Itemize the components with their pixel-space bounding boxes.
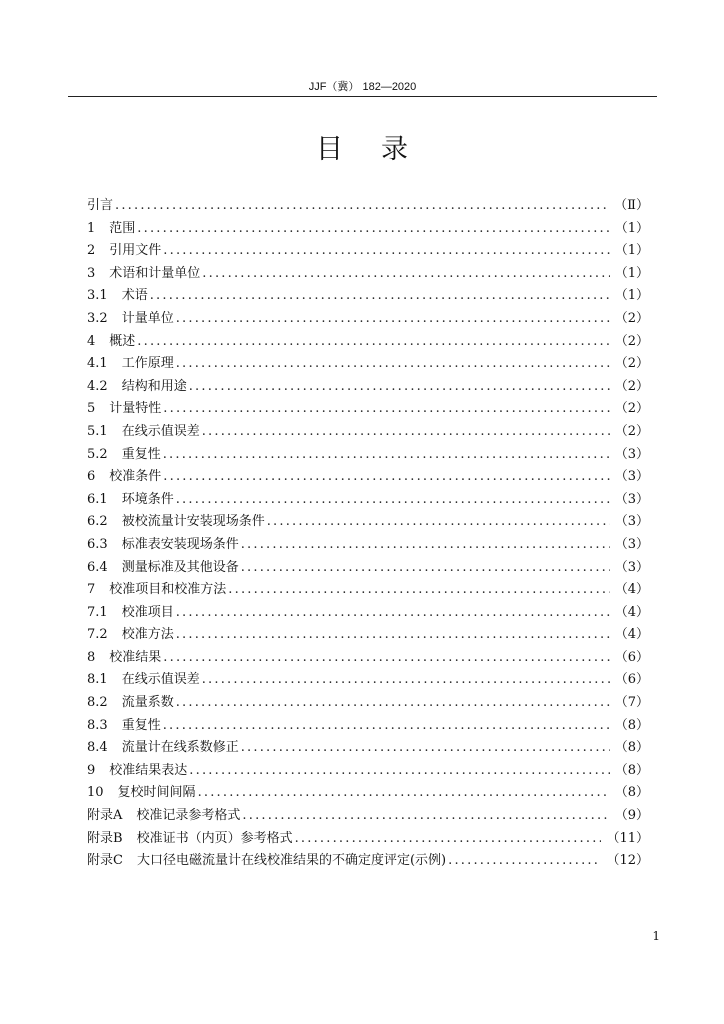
toc-entry-title: 术语和计量单位 [109,265,201,281]
toc-entry[interactable] [87,850,649,873]
toc-entry-number: 3.2 [87,310,108,326]
toc-entry-page: （1） [614,265,649,281]
toc-entry-title: 计量单位 [121,310,174,326]
toc-entry-page: （4） [614,627,649,643]
toc-entry-page: （1） [614,288,649,304]
toc-entry-title: 术语 [121,288,148,304]
toc-entry-title: 环境条件 [121,491,174,507]
toc-entry-page: （1） [614,243,649,259]
toc-entry[interactable] [87,669,649,692]
toc-dot-leader [176,602,610,625]
toc-entry-title: 流量系数 [121,695,174,711]
toc-entry[interactable] [87,218,649,241]
toc-dot-leader [150,285,610,308]
toc-entry[interactable] [87,466,649,489]
toc-entry-number: 附录B [87,830,123,846]
toc-entry[interactable] [87,737,649,760]
toc-entry-page: （8） [614,740,649,756]
toc-dot-leader [241,737,610,760]
toc-entry[interactable] [87,331,649,354]
toc-entry-number: 8.4 [87,740,108,756]
toc-entry-number: 附录C [87,853,123,869]
toc-entry-number: 6.2 [87,514,108,530]
toc-entry-page: （Ⅱ） [614,198,649,213]
toc-entry-page: （8） [614,717,649,733]
toc-entry-page: （2） [614,401,649,417]
toc-entry-page: （11） [606,830,649,846]
toc-entry-number: 8.3 [87,717,108,733]
toc-entry-title: 大口径电磁流量计在线校准结果的不确定度评定(示例) [136,853,447,869]
toc-dot-leader [176,692,610,715]
toc-entry-number: 9 [87,762,96,778]
toc-entry-number: 6 [87,469,96,485]
toc-entry-title: 校准证书（内页）参考格式 [136,830,293,846]
toc-entry-page: （1） [614,220,649,236]
toc-dot-leader [267,511,610,534]
toc-entry-page: （2） [614,356,649,372]
toc-dot-leader [163,466,609,489]
toc-entry-number: 4.1 [87,356,108,372]
toc-entry[interactable] [87,398,649,421]
toc-entry-number: 6.3 [87,536,108,552]
toc-entry[interactable] [87,511,649,534]
toc-entry-title: 校准项目和校准方法 [109,582,227,598]
toc-entry-page: （4） [614,604,649,620]
toc-dot-leader [189,760,609,783]
toc-entry[interactable] [87,602,649,625]
toc-entry-number: 8 [87,649,96,665]
toc-entry-page: （2） [614,423,649,439]
toc-entry[interactable] [87,782,649,805]
toc-entry-number: 10 [87,785,104,801]
toc-dot-leader [163,398,609,421]
toc-entry[interactable] [87,647,649,670]
toc-entry-number: 6.4 [87,559,108,575]
toc-entry-title: 复校时间间隔 [117,785,196,801]
toc-entry-title: 计量特性 [109,401,162,417]
toc-dot-leader [198,782,610,805]
toc-dot-leader [176,308,610,331]
toc-entry-page: （9） [614,808,649,824]
toc-entry-number: 6.1 [87,491,108,507]
toc-entry-title: 标准表安装现场条件 [121,536,239,552]
toc-entry-number: 4.2 [87,378,108,394]
toc-entry-number: 5.1 [87,423,108,439]
toc-dot-leader [295,828,602,851]
toc-entry-page: （8） [614,785,649,801]
toc-dot-leader [176,353,610,376]
toc-entry-number: 7.1 [87,604,108,620]
toc-entry[interactable] [87,624,649,647]
toc-dot-leader [241,557,610,580]
toc-entry-page: （3） [614,536,649,552]
toc-entry[interactable] [87,805,649,828]
toc-entry-page: （2） [614,378,649,394]
toc-entry-number: 4 [87,333,96,349]
toc-entry-title: 校准方法 [121,627,174,643]
toc-entry-title: 重复性 [121,717,161,733]
toc-entry-title: 在线示值误差 [121,672,200,688]
toc-dot-leader [202,263,609,286]
toc-entry-number: 8.2 [87,695,108,711]
toc-entry-page: （6） [614,649,649,665]
toc-dot-leader [448,850,601,873]
toc-entry-title: 校准结果 [109,649,162,665]
toc-entry-title: 结构和用途 [121,378,187,394]
toc-entry[interactable] [87,263,649,286]
toc-entry-page: （2） [614,310,649,326]
toc-entry-page: （4） [614,582,649,598]
toc-entry-number: 2 [87,243,96,259]
toc-entry-title: 引言 [87,198,114,213]
toc-dot-leader [241,534,610,557]
table-of-contents [87,195,649,873]
toc-dot-leader [137,218,609,241]
toc-entry[interactable] [87,760,649,783]
toc-entry-page: （12） [606,853,649,869]
toc-entry[interactable] [87,376,649,399]
toc-dot-leader [115,195,609,218]
toc-entry[interactable] [87,195,649,218]
toc-entry[interactable] [87,240,649,263]
toc-entry-number: 8.1 [87,672,108,688]
toc-entry-number: 3 [87,265,96,281]
toc-entry-page: （3） [614,446,649,462]
toc-dot-leader [228,579,609,602]
toc-entry[interactable] [87,353,649,376]
toc-entry[interactable] [87,557,649,580]
toc-entry-title: 校准项目 [121,604,174,620]
toc-dot-leader [163,444,610,467]
toc-entry-page: （3） [614,469,649,485]
toc-entry[interactable] [87,421,649,444]
toc-entry-number: 1 [87,220,96,236]
toc-entry-title: 概述 [109,333,136,349]
toc-entry-title: 校准结果表达 [109,762,188,778]
toc-entry-title: 流量计在线系数修正 [121,740,239,756]
toc-dot-leader [163,715,610,738]
toc-entry-title: 测量标准及其他设备 [121,559,239,575]
toc-entry-page: （3） [614,514,649,530]
toc-entry-title: 被校流量计安装现场条件 [121,514,265,530]
toc-entry-number: 5.2 [87,446,108,462]
toc-entry-title: 工作原理 [121,356,174,372]
toc-dot-leader [163,647,609,670]
toc-entry-title: 在线示值误差 [121,423,200,439]
toc-entry[interactable] [87,308,649,331]
toc-entry-number: 3.1 [87,288,108,304]
running-header: JJF（冀） 182—2020 [308,81,417,93]
toc-entry-page: （6） [614,672,649,688]
toc-entry[interactable] [87,534,649,557]
toc-entry-title: 引用文件 [109,243,162,259]
toc-entry-number: 7.2 [87,627,108,643]
toc-entry-page: （7） [614,695,649,711]
toc-entry-number: 5 [87,401,96,417]
toc-dot-leader [202,421,610,444]
toc-dot-leader [202,669,610,692]
toc-entry-title: 重复性 [121,446,161,462]
toc-entry-title: 范围 [109,220,136,236]
toc-entry-number: 7 [87,582,96,598]
toc-title: 目录 [316,134,446,165]
toc-entry-title: 校准记录参考格式 [136,808,241,824]
toc-dot-leader [242,805,609,828]
toc-dot-leader [176,489,610,512]
toc-entry-page: （8） [614,762,649,778]
toc-entry-number: 附录A [87,808,123,824]
toc-entry[interactable] [87,285,649,308]
header-rule [68,96,657,97]
toc-entry-title: 校准条件 [109,469,162,485]
toc-dot-leader [163,240,609,263]
toc-dot-leader [176,624,610,647]
toc-entry[interactable] [87,692,649,715]
page-number: 1 [652,929,660,943]
toc-entry[interactable] [87,489,649,512]
toc-entry[interactable] [87,715,649,738]
toc-entry-page: （2） [614,333,649,349]
toc-entry[interactable] [87,828,649,851]
toc-dot-leader [189,376,610,399]
toc-entry[interactable] [87,579,649,602]
toc-entry[interactable] [87,444,649,467]
toc-entry-page: （3） [614,559,649,575]
toc-dot-leader [137,331,609,354]
toc-entry-page: （3） [614,491,649,507]
